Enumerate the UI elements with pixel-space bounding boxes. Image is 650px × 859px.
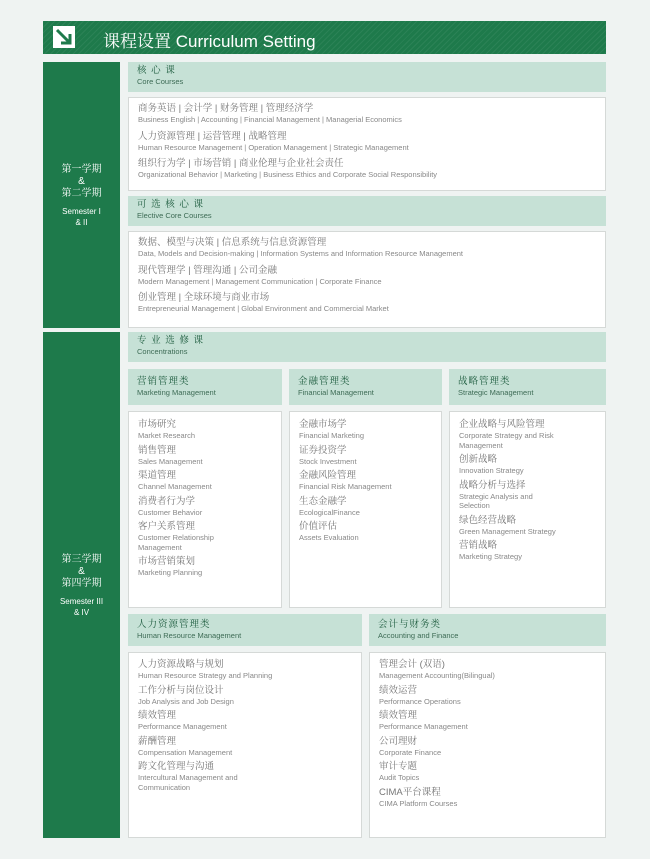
- list-item: [459, 480, 605, 511]
- list-item: [138, 556, 281, 578]
- course-zh: 管理会计 (双语): [379, 659, 445, 670]
- course-en: Human Resource Management | Operation Management | Strategic Management: [138, 142, 409, 152]
- core-title-en: Core Courses: [137, 77, 184, 86]
- course-en: Data, Models and Decision-making | Information Systems and Information Resource Management: [138, 249, 464, 258]
- course-zh: 市场研究: [138, 419, 177, 430]
- course-en: Innovation Strategy: [459, 466, 524, 475]
- course-zh: 营销战略: [459, 540, 498, 551]
- list-item: [138, 521, 281, 552]
- course-zh: 销售管理: [138, 444, 177, 456]
- course-en: Marketing Planning: [138, 568, 203, 577]
- concentrations-title-en: Concentrations: [137, 347, 188, 356]
- course-en: Intercultural Management and Communication: [138, 773, 238, 792]
- course-en: Financial Marketing: [299, 431, 365, 440]
- hr-title-zh: 人力资源管理类: [137, 619, 211, 630]
- course-zh: 价值评估: [299, 521, 338, 532]
- course-en: Modern Management | Management Communication | Corporate Finance: [138, 276, 382, 286]
- list-item: [379, 710, 605, 732]
- strategy-bar: [449, 369, 606, 405]
- course-en: Financial Risk Management: [299, 482, 392, 491]
- elective-title-zh: 可 选 核 心 课: [137, 199, 205, 210]
- semester-amp: &: [78, 175, 85, 187]
- semester-3-4-label: [43, 332, 120, 838]
- course-en: Business English | Accounting | Financial Management | Managerial Economics: [138, 115, 402, 124]
- course-en: CIMA Platform Courses: [379, 798, 458, 808]
- course-en: Job Analysis and Job Design: [138, 696, 234, 706]
- list-item: [138, 685, 361, 707]
- list-item: [138, 265, 605, 287]
- list-item: [299, 521, 441, 543]
- accounting-title-en: Accounting and Finance: [378, 631, 459, 640]
- semester-1-2-label: [43, 62, 120, 328]
- list-item: [459, 419, 605, 450]
- list-item: [299, 470, 441, 492]
- list-item: [379, 787, 605, 809]
- elective-courses-bar: [128, 196, 606, 226]
- list-item: [459, 515, 605, 537]
- course-en: Marketing Strategy: [459, 552, 522, 561]
- strategy-list: [449, 411, 606, 608]
- course-en: Audit Topics: [379, 773, 420, 782]
- course-en: Performance Management: [138, 722, 227, 731]
- course-en: Corporate Finance: [379, 747, 442, 757]
- section-header: [43, 21, 606, 54]
- course-zh: 金融风险管理: [299, 470, 357, 481]
- course-zh: 人力资源管理 | 运营管理 | 战略管理: [138, 130, 287, 142]
- semester-zh-2: 第四学期: [61, 577, 102, 589]
- course-zh: 客户关系管理: [138, 521, 196, 532]
- finance-list: [289, 411, 442, 608]
- course-zh: 组织行为学 | 市场营销 | 商业伦理与企业社会责任: [138, 158, 344, 169]
- course-en: Customer Behavior: [138, 507, 203, 517]
- course-en: Channel Management: [138, 482, 212, 491]
- course-en: Strategic Analysis and Selection: [459, 491, 533, 510]
- list-item: [138, 496, 281, 518]
- course-en: Compensation Management: [138, 747, 233, 757]
- course-zh: 战略分析与选择: [459, 479, 526, 491]
- list-item: [138, 710, 361, 732]
- course-en: Market Research: [138, 431, 196, 440]
- list-item: [299, 496, 441, 518]
- list-item: [138, 419, 281, 441]
- course-en: Performance Management: [379, 722, 468, 731]
- course-zh: 人力资源战略与规划: [138, 659, 224, 670]
- course-zh: 商务英语 | 会计学 | 财务管理 | 管理经济学: [138, 103, 314, 114]
- page-title: 课程设置 Curriculum Setting: [103, 32, 316, 51]
- course-zh: 消费者行为学: [138, 495, 196, 507]
- course-zh: 生态金融学: [299, 495, 347, 507]
- semester-en: Semester III: [59, 596, 104, 606]
- list-item: [459, 540, 605, 562]
- course-en: Corporate Strategy and Risk Management: [459, 431, 554, 450]
- strategy-title-en: Strategic Management: [458, 388, 534, 397]
- accounting-title-zh: 会计与财务类: [378, 619, 442, 630]
- semester-zh-2: 第二学期: [61, 187, 102, 199]
- list-item: [138, 659, 361, 681]
- list-item: [138, 736, 361, 758]
- course-zh: 跨文化管理与沟通: [138, 761, 215, 772]
- strategy-title-zh: 战略管理类: [458, 376, 511, 387]
- course-en: Performance Operations: [379, 696, 461, 706]
- elective-title-en: Elective Core Courses: [137, 211, 212, 220]
- list-item: [379, 659, 605, 681]
- list-item: [138, 292, 605, 314]
- semester-en-2: & IV: [73, 607, 90, 617]
- course-en: Green Management Strategy: [459, 526, 556, 536]
- course-zh: 绩效管理: [379, 710, 418, 721]
- marketing-bar: [128, 369, 282, 405]
- semester-en-2: & II: [75, 217, 88, 227]
- list-item: [138, 237, 605, 259]
- course-en: EcologicalFinance: [299, 507, 360, 517]
- core-courses-list: [128, 97, 606, 191]
- list-item: [138, 158, 605, 180]
- finance-title-zh: 金融管理类: [298, 376, 351, 387]
- course-en: Customer Relationship Management: [138, 533, 214, 552]
- course-zh: 绩效管理: [138, 710, 177, 721]
- course-zh: 审计专题: [379, 761, 418, 772]
- course-zh: 公司理财: [379, 735, 418, 747]
- finance-bar: [289, 369, 442, 405]
- marketing-title-zh: 营销管理类: [137, 376, 190, 387]
- hr-list: [128, 652, 362, 838]
- marketing-title-en: Marketing Management: [137, 388, 216, 397]
- course-zh: 数据、模型与决策 | 信息系统与信息资源管理: [138, 237, 327, 248]
- course-zh: 绿色经营战略: [459, 514, 517, 526]
- course-zh: 金融市场学: [299, 419, 347, 430]
- core-title-zh: 核 心 课: [137, 65, 176, 76]
- accounting-list: [369, 652, 606, 838]
- course-en: Stock Investment: [299, 456, 357, 466]
- semester-zh-1: 第三学期: [61, 553, 102, 565]
- list-item: [138, 103, 605, 125]
- course-en: Management Accounting(Bilingual): [379, 671, 495, 680]
- list-item: [138, 761, 361, 792]
- finance-title-en: Financial Management: [298, 388, 374, 397]
- course-en: Sales Management: [138, 456, 203, 466]
- course-zh: 企业战略与风险管理: [459, 419, 545, 430]
- course-zh: 创业管理 | 全球环境与商业市场: [138, 292, 270, 303]
- list-item: [299, 419, 441, 441]
- course-en: Organizational Behavior | Marketing | Business Ethics and Corporate Social Responsibility: [138, 170, 438, 179]
- course-zh: 市场营销策划: [138, 556, 196, 567]
- course-zh: CIMA平台课程: [379, 786, 441, 798]
- list-item: [459, 454, 605, 476]
- course-zh: 创新战略: [459, 454, 498, 465]
- list-item: [379, 685, 605, 707]
- semester-amp: &: [78, 565, 85, 577]
- course-en: Assets Evaluation: [299, 533, 359, 542]
- accounting-bar: [369, 614, 606, 646]
- list-item: [138, 445, 281, 467]
- course-zh: 工作分析与岗位设计: [138, 684, 224, 696]
- list-item: [299, 445, 441, 467]
- course-zh: 渠道管理: [138, 470, 177, 481]
- core-courses-bar: [128, 62, 606, 92]
- list-item: [138, 470, 281, 492]
- course-zh: 薪酬管理: [138, 735, 177, 747]
- course-zh: 绩效运营: [379, 684, 418, 696]
- hr-title-en: Human Resource Management: [137, 631, 242, 640]
- hr-bar: [128, 614, 362, 646]
- concentrations-title-zh: 专 业 选 修 课: [137, 335, 205, 346]
- concentrations-bar: [128, 332, 606, 362]
- course-zh: 现代管理学 | 管理沟通 | 公司金融: [138, 264, 277, 276]
- course-zh: 证券投资学: [299, 444, 347, 456]
- list-item: [379, 761, 605, 783]
- arrow-down-right-icon: [53, 26, 75, 48]
- semester-zh-1: 第一学期: [61, 163, 102, 175]
- semester-en: Semester I: [62, 206, 101, 216]
- list-item: [138, 131, 605, 153]
- list-item: [379, 736, 605, 758]
- course-en: Entrepreneurial Management | Global Environment and Commercial Market: [138, 304, 389, 313]
- elective-courses-list: [128, 231, 606, 328]
- marketing-list: [128, 411, 282, 608]
- course-en: Human Resource Strategy and Planning: [138, 671, 273, 680]
